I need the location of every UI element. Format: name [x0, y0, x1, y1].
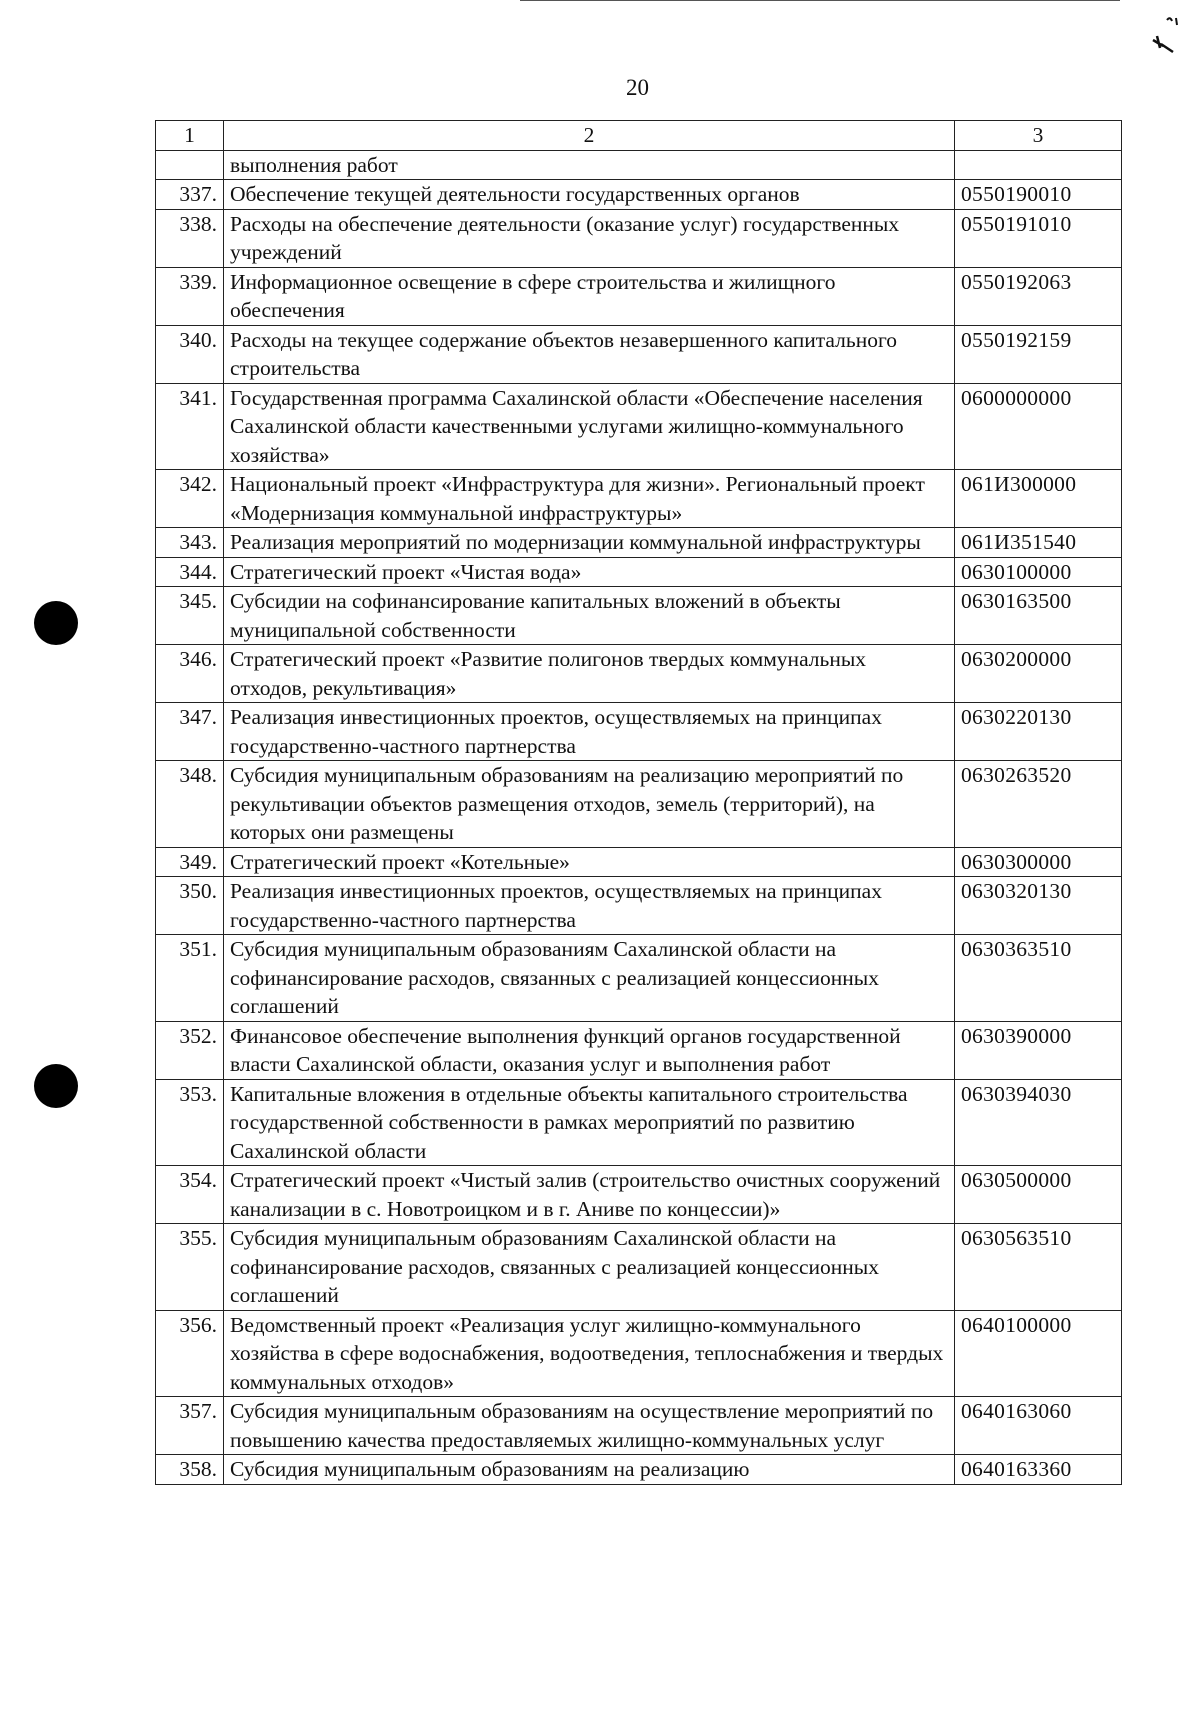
- row-number: 349.: [156, 847, 224, 877]
- row-code: 0600000000: [955, 383, 1122, 470]
- row-number: 345.: [156, 587, 224, 645]
- row-code: 0630220130: [955, 703, 1122, 761]
- table-row: [156, 1224, 1122, 1311]
- row-description: Реализация мероприятий по модернизации коммунальной инфраструктуры: [224, 528, 955, 558]
- row-number: 356.: [156, 1310, 224, 1397]
- table-row: [156, 528, 1122, 558]
- row-number: [156, 150, 224, 180]
- row-code: 0640100000: [955, 1310, 1122, 1397]
- row-description: Расходы на обеспечение деятельности (оказание услуг) государственных учреждений: [224, 209, 955, 267]
- row-description: Субсидия муниципальным образованиям на реализацию: [224, 1455, 955, 1485]
- handwritten-mark-icon: [1145, 14, 1189, 58]
- row-code: 0630500000: [955, 1166, 1122, 1224]
- table-row: [156, 267, 1122, 325]
- row-code: 0630390000: [955, 1021, 1122, 1079]
- table-header-row: [156, 121, 1122, 151]
- table-row: [156, 587, 1122, 645]
- row-number: 354.: [156, 1166, 224, 1224]
- column-header: 3: [955, 121, 1122, 151]
- row-number: 339.: [156, 267, 224, 325]
- row-description: Расходы на текущее содержание объектов незавершенного капитального строительства: [224, 325, 955, 383]
- row-code: 0630300000: [955, 847, 1122, 877]
- row-description: Реализация инвестиционных проектов, осуществляемых на принципах государственно-частного партнерства: [224, 877, 955, 935]
- table-row: [156, 847, 1122, 877]
- table-row: [156, 325, 1122, 383]
- table-row: [156, 1455, 1122, 1485]
- table-row: [156, 935, 1122, 1022]
- row-code: 061И351540: [955, 528, 1122, 558]
- table-row: [156, 209, 1122, 267]
- row-number: 342.: [156, 470, 224, 528]
- row-code: 0640163360: [955, 1455, 1122, 1485]
- row-description: Субсидия муниципальным образованиям Сахалинской области на софинансирование расходов, связанных с реализацией концессионных соглашений: [224, 1224, 955, 1311]
- row-code: 0630100000: [955, 557, 1122, 587]
- row-description: Государственная программа Сахалинской области «Обеспечение населения Сахалинской области качественными услугами жилищно-коммунального хозяйства»: [224, 383, 955, 470]
- row-code: 0630263520: [955, 761, 1122, 848]
- row-code: 0640163060: [955, 1397, 1122, 1455]
- row-code: 0630200000: [955, 645, 1122, 703]
- row-description: Финансовое обеспечение выполнения функций органов государственной власти Сахалинской области, оказания услуг и выполнения работ: [224, 1021, 955, 1079]
- column-header: 2: [224, 121, 955, 151]
- page-number: 20: [626, 75, 649, 100]
- row-number: 347.: [156, 703, 224, 761]
- table-row: [156, 180, 1122, 210]
- table-row: [156, 383, 1122, 470]
- punch-hole-mark: [34, 1064, 78, 1108]
- column-header: 1: [156, 121, 224, 151]
- row-description: Информационное освещение в сфере строительства и жилищного обеспечения: [224, 267, 955, 325]
- row-code: 0550191010: [955, 209, 1122, 267]
- top-edge-rule: [520, 0, 1120, 1]
- row-code: 061И300000: [955, 470, 1122, 528]
- row-description: Субсидия муниципальным образованиям Сахалинской области на софинансирование расходов, связанных с реализацией концессионных соглашений: [224, 935, 955, 1022]
- row-description: Стратегический проект «Чистая вода»: [224, 557, 955, 587]
- row-number: 353.: [156, 1079, 224, 1166]
- table-row: [156, 557, 1122, 587]
- table-row: [156, 645, 1122, 703]
- row-description: Субсидия муниципальным образованиям на реализацию мероприятий по рекультивации объектов размещения отходов, земель (территорий), на которых они размещены: [224, 761, 955, 848]
- row-number: 351.: [156, 935, 224, 1022]
- row-number: 350.: [156, 877, 224, 935]
- row-number: 358.: [156, 1455, 224, 1485]
- row-number: 337.: [156, 180, 224, 210]
- table-row: [156, 470, 1122, 528]
- row-code: 0550192063: [955, 267, 1122, 325]
- row-number: 348.: [156, 761, 224, 848]
- row-description: Обеспечение текущей деятельности государственных органов: [224, 180, 955, 210]
- row-description: Капитальные вложения в отдельные объекты капитального строительства государственной собственности в рамках мероприятий по развитию Сахалинской области: [224, 1079, 955, 1166]
- table-row: [156, 1310, 1122, 1397]
- row-code: 0630394030: [955, 1079, 1122, 1166]
- table-row: [156, 761, 1122, 848]
- row-number: 357.: [156, 1397, 224, 1455]
- row-description: Ведомственный проект «Реализация услуг жилищно-коммунального хозяйства в сфере водоснабжения, водоотведения, теплоснабжения и твердых коммунальных отходов»: [224, 1310, 955, 1397]
- row-code: 0630320130: [955, 877, 1122, 935]
- table-row: [156, 877, 1122, 935]
- budget-classification-table: [155, 120, 1122, 1485]
- row-number: 352.: [156, 1021, 224, 1079]
- row-description: Субсидии на софинансирование капитальных вложений в объекты муниципальной собственности: [224, 587, 955, 645]
- row-description: Реализация инвестиционных проектов, осуществляемых на принципах государственно-частного партнерства: [224, 703, 955, 761]
- punch-hole-mark: [34, 601, 78, 645]
- row-number: 341.: [156, 383, 224, 470]
- row-code: 0630363510: [955, 935, 1122, 1022]
- row-description: выполнения работ: [224, 150, 955, 180]
- row-number: 344.: [156, 557, 224, 587]
- table-row: [156, 1021, 1122, 1079]
- row-code: 0550190010: [955, 180, 1122, 210]
- row-code: 0550192159: [955, 325, 1122, 383]
- row-code: 0630563510: [955, 1224, 1122, 1311]
- table-row: [156, 1397, 1122, 1455]
- row-number: 343.: [156, 528, 224, 558]
- row-number: 355.: [156, 1224, 224, 1311]
- table-row: [156, 1166, 1122, 1224]
- table-row: [156, 703, 1122, 761]
- row-number: 340.: [156, 325, 224, 383]
- row-description: Субсидия муниципальным образованиям на осуществление мероприятий по повышению качества предоставляемых жилищно-коммунальных услуг: [224, 1397, 955, 1455]
- row-code: 0630163500: [955, 587, 1122, 645]
- row-code: [955, 150, 1122, 180]
- row-description: Стратегический проект «Котельные»: [224, 847, 955, 877]
- row-description: Национальный проект «Инфраструктура для жизни». Региональный проект «Модернизация коммунальной инфраструктуры»: [224, 470, 955, 528]
- row-description: Стратегический проект «Чистый залив (строительство очистных сооружений канализации в с. Новотроицком и в г. Аниве по концессии)»: [224, 1166, 955, 1224]
- row-description: Стратегический проект «Развитие полигонов твердых коммунальных отходов, рекультивация»: [224, 645, 955, 703]
- row-number: 338.: [156, 209, 224, 267]
- table-row: [156, 150, 1122, 180]
- row-number: 346.: [156, 645, 224, 703]
- table-row: [156, 1079, 1122, 1166]
